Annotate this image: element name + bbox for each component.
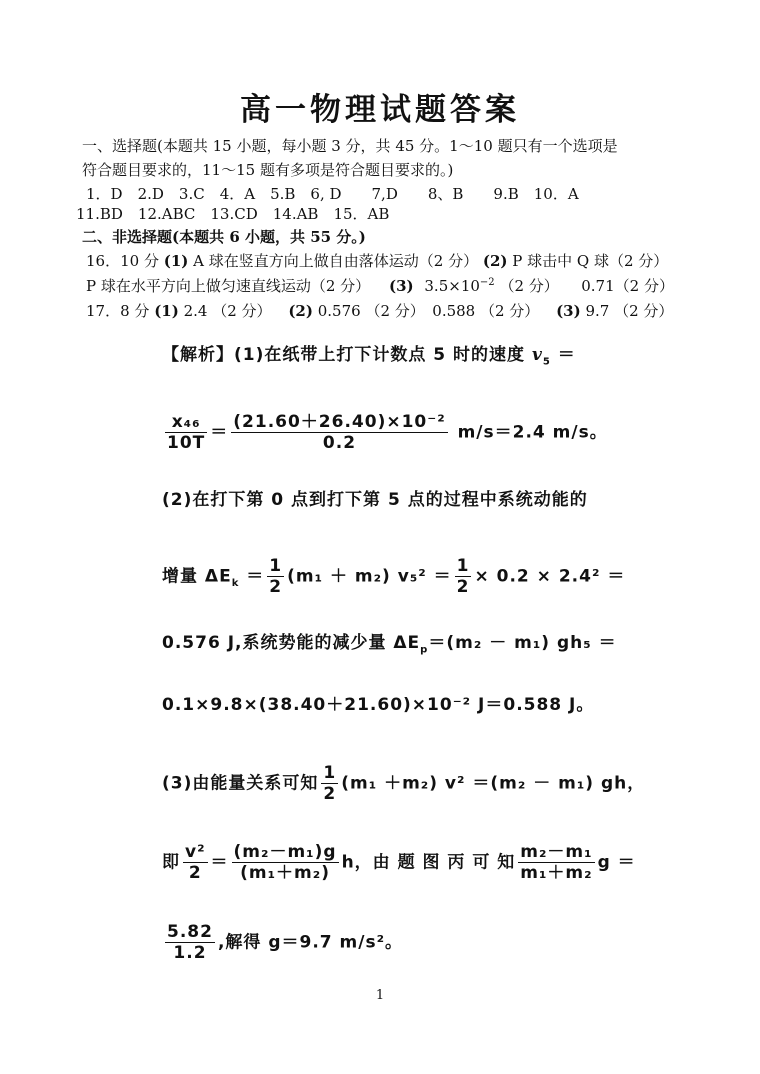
q17-line xyxy=(86,301,673,321)
gravity-result: ,解得 g＝9.7 m/s²。 xyxy=(217,932,404,953)
q16-part3-answer-tail: （2 分） 0.71（2 分） xyxy=(499,277,674,295)
q16-part2-answer-cont: P 球在水平方向上做匀速直线运动（2 分） xyxy=(86,277,371,295)
solution-line-6: 0.1×9.8×(38.40＋21.60)×10⁻² J＝0.588 J。 xyxy=(162,695,595,715)
velocity-subscript: 5 xyxy=(542,356,551,368)
fraction-slope: $\frac{5.82}{1.2}$ xyxy=(167,922,213,963)
velocity-symbol: v xyxy=(531,345,543,365)
q16-part1-answer: A 球在竖直方向上做自由落体运动（2 分） xyxy=(193,252,479,270)
q17-part1-label: (1) xyxy=(154,302,179,320)
fraction-mass-ratio-g: $\frac{\text{(m₂－m₁)g}}{\text{(m₁＋m₂)}}$ xyxy=(233,842,337,883)
q17-part3-label: (3) xyxy=(556,302,581,320)
answers-row-2: 11.BD 12.ABC 13.CD 14.AB 15．AB xyxy=(76,205,390,223)
equals-sign: ＝ xyxy=(557,345,576,365)
solution-line-1 xyxy=(162,343,576,367)
solution-line-7: (3)由能量关系可知 $\frac{1}{2}$ (m₁ ＋m₂) v² ＝(m₂ － m₁) gh， xyxy=(162,763,646,804)
page-number: 1 xyxy=(375,988,385,1003)
solution-line-8: 即 $\frac{\text{v²}}{2}$ ＝ $\frac{\text{(m₂－m₁)g}}{\text{(m₁＋m₂)}}$ h，由 题 图 丙 可 知 $\frac{\text{m₂－m₁}}{\text{m₁＋m₂}}$ g ＝ xyxy=(162,842,636,883)
solution-line-4: 增量 $\Delta E_k$ ＝ $\frac{1}{2}$ (m₁ ＋ m₂) v₅² ＝ $\frac{1}{2}$ × 0.2 × 2.4² ＝ xyxy=(162,556,626,597)
q16-part1-label: (1) xyxy=(163,252,189,270)
fraction-x46-over-10t: $\frac{\text{x₄₆}}{10T}$ xyxy=(167,412,206,453)
solution-line-3: (2)在打下第 0 点到打下第 5 点的过程中系统动能的 xyxy=(162,490,588,510)
fraction-mass-ratio: $\frac{\text{m₂－m₁}}{\text{m₁＋m₂}}$ xyxy=(520,842,593,883)
answers-row-1: 1．D 2.D 3.C 4．A 5.B 6, D 7,D 8、B 9.B 10．A xyxy=(86,185,579,203)
q16-part3-answer: 3.5×10 xyxy=(424,277,480,295)
q16-number: 16．10 分 xyxy=(86,252,159,270)
section2-heading: 二、非选择题(本题共 6 小题，共 55 分。) xyxy=(82,228,366,246)
q16-line2 xyxy=(86,276,674,296)
page-title: 高一物理试题答案 xyxy=(240,92,520,128)
section1-heading: 一、选择题(本题共 15 小题，每小题 3 分，共 45 分。1～10 题只有一个选项是 xyxy=(82,137,618,155)
fraction-v2-over-2: $\frac{\text{v²}}{2}$ xyxy=(185,842,206,883)
q16-part2-label: (2) xyxy=(482,252,508,270)
section1-heading-cont: 符合题目要求的，11～15 题有多项是符合题目要求的。) xyxy=(82,161,454,179)
fraction-one-half-2: $\frac{1}{2}$ xyxy=(456,556,470,597)
q16-part2-answer: P 球击中 Q 球（2 分） xyxy=(512,252,669,270)
fraction-one-half-3: $\frac{1}{2}$ xyxy=(323,763,337,804)
fraction-one-half: $\frac{1}{2}$ xyxy=(269,556,283,597)
solution-part1-text: (1)在纸带上打下计数点 5 时的速度 xyxy=(234,345,526,365)
solution-line-2: $\frac{\text{x₄₆}}{10T}$ ＝ $\frac{\text{(21.60＋26.40)×10⁻²}}{0.2}$ m/s＝2.4 m/s。 xyxy=(167,412,608,453)
q16-part3-label: (3) xyxy=(388,277,414,295)
solution-line-5: 0.576 J,系统势能的减少量 $\Delta E_p=(m_2 - m_1) gh_5$ ＝ xyxy=(162,633,617,656)
q17-number: 17．8 分 xyxy=(86,302,150,320)
velocity-result: m/s＝2.4 m/s。 xyxy=(457,422,608,443)
q17-part3-answer: 9.7 （2 分） xyxy=(585,302,674,320)
q17-part2-answer: 0.576 （2 分） 0.588 （2 分） xyxy=(317,302,540,320)
fraction-velocity-calc: $\frac{\text{(21.60＋26.40)×10⁻²}}{0.2}$ xyxy=(233,412,446,453)
q16-line1 xyxy=(86,251,668,271)
q17-part2-label: (2) xyxy=(288,302,313,320)
solution-line-9 xyxy=(162,922,403,963)
q17-part1-answer: 2.4 （2 分） xyxy=(183,302,272,320)
solution-label: 【解析】 xyxy=(162,345,234,365)
q16-part3-exponent: −2 xyxy=(479,277,495,288)
